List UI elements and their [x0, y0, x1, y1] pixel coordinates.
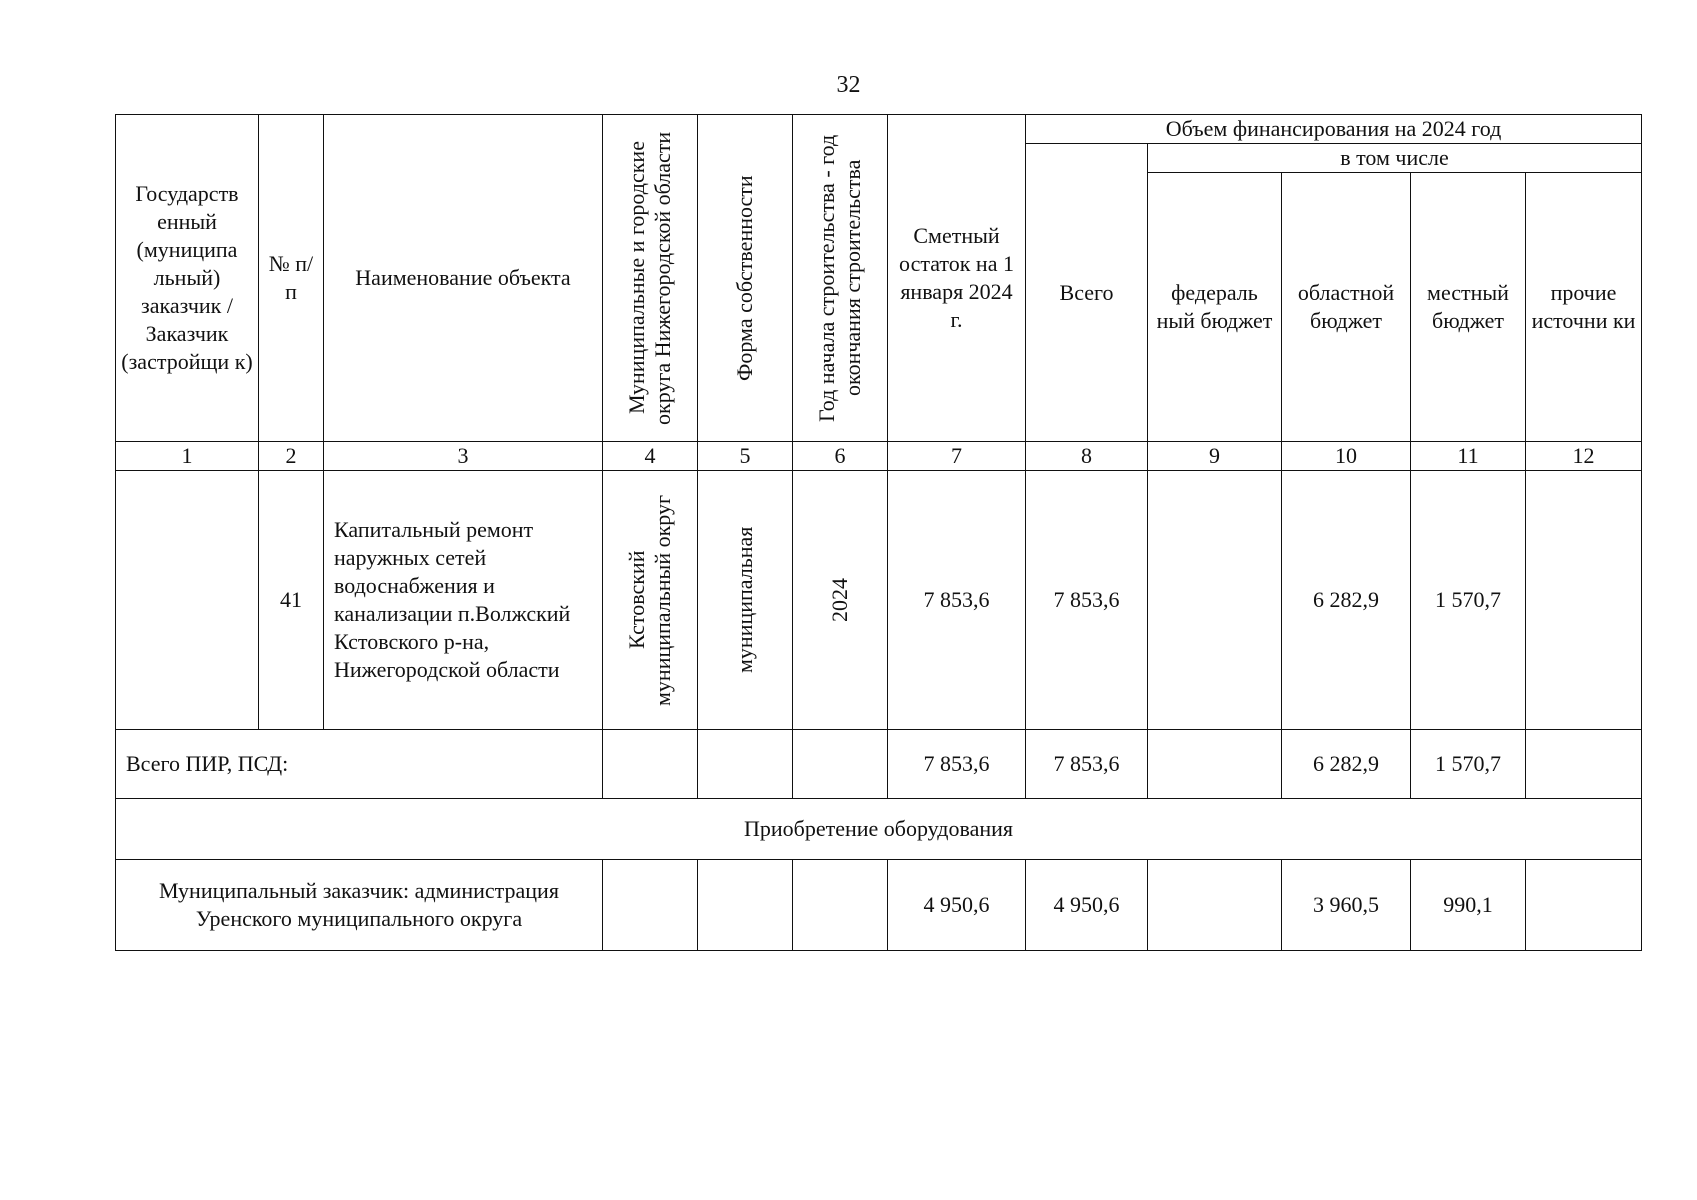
- column-number-row: [116, 442, 1642, 471]
- customer-estimate-balance: 4 950,6: [888, 860, 1026, 951]
- column-number: 9: [1148, 442, 1282, 471]
- table-row-section: [116, 799, 1642, 860]
- header-object-name: Наименование объекта: [324, 115, 603, 442]
- section-title: Приобретение оборудования: [116, 799, 1642, 860]
- column-number: 1: [116, 442, 259, 471]
- object-other: [1526, 471, 1642, 730]
- header-customer: Государств енный (муниципа льный) заказчик / Заказчик (застройщи к): [116, 115, 259, 442]
- header-federal: федераль ный бюджет: [1148, 173, 1282, 442]
- customer-federal: [1148, 860, 1282, 951]
- table-row-total: [116, 730, 1642, 799]
- column-number: 7: [888, 442, 1026, 471]
- header-ownership: Форма собственности: [732, 175, 757, 381]
- customer-other: [1526, 860, 1642, 951]
- object-ownership: муниципальная: [732, 526, 757, 674]
- object-regional: 6 282,9: [1282, 471, 1411, 730]
- total-other: [1526, 730, 1642, 799]
- funding-table: [115, 114, 1642, 951]
- total-label: Всего ПИР, ПСД:: [116, 730, 603, 799]
- header-local: местный бюджет: [1411, 173, 1526, 442]
- total-empty-cell: [603, 730, 698, 799]
- total-federal: [1148, 730, 1282, 799]
- page-number: 32: [836, 72, 861, 98]
- object-local: 1 570,7: [1411, 471, 1526, 730]
- header-municipalities: Муниципальные и городские округа Нижегородской области: [624, 131, 675, 425]
- total-empty-cell: [793, 730, 888, 799]
- header-years: Год начала строительства - год окончания строительства: [814, 134, 865, 422]
- customer-empty-cell: [793, 860, 888, 951]
- column-number: 6: [793, 442, 888, 471]
- total-regional: 6 282,9: [1282, 730, 1411, 799]
- header-regional: областной бюджет: [1282, 173, 1411, 442]
- object-name: Капитальный ремонт наружных сетей водоснабжения и канализации п.Волжский Кстовского р-на, Нижегородской области: [324, 471, 603, 730]
- header-funding-group: Объем финансирования на 2024 год: [1026, 115, 1642, 144]
- table-row-object: [116, 471, 1642, 730]
- object-ownership-cell: [698, 471, 793, 730]
- object-years-cell: [793, 471, 888, 730]
- column-number: 11: [1411, 442, 1526, 471]
- customer-regional: 3 960,5: [1282, 860, 1411, 951]
- header-ownership-cell: [698, 115, 793, 442]
- object-customer: [116, 471, 259, 730]
- customer-label: Муниципальный заказчик: администрация Уренского муниципального округа: [116, 860, 603, 951]
- object-federal: [1148, 471, 1282, 730]
- customer-total: 4 950,6: [1026, 860, 1148, 951]
- header-total: Всего: [1026, 144, 1148, 442]
- total-local: 1 570,7: [1411, 730, 1526, 799]
- header-municipalities-cell: [603, 115, 698, 442]
- column-number: 3: [324, 442, 603, 471]
- header-number: № п/п: [259, 115, 324, 442]
- header-including: в том числе: [1148, 144, 1642, 173]
- column-number: 12: [1526, 442, 1642, 471]
- object-number: 41: [259, 471, 324, 730]
- object-total: 7 853,6: [1026, 471, 1148, 730]
- total-total: 7 853,6: [1026, 730, 1148, 799]
- header-row-top: [116, 115, 1642, 144]
- table-row-customer: [116, 860, 1642, 951]
- column-number: 2: [259, 442, 324, 471]
- object-years: 2024: [827, 578, 852, 622]
- customer-empty-cell: [603, 860, 698, 951]
- object-municipality: Кстовский муниципальный округ: [624, 494, 675, 706]
- column-number: 4: [603, 442, 698, 471]
- object-estimate-balance: 7 853,6: [888, 471, 1026, 730]
- customer-local: 990,1: [1411, 860, 1526, 951]
- header-other: прочие источни ки: [1526, 173, 1642, 442]
- column-number: 8: [1026, 442, 1148, 471]
- header-estimate-balance: Сметный остаток на 1 января 2024 г.: [888, 115, 1026, 442]
- total-estimate-balance: 7 853,6: [888, 730, 1026, 799]
- column-number: 10: [1282, 442, 1411, 471]
- total-empty-cell: [698, 730, 793, 799]
- header-years-cell: [793, 115, 888, 442]
- object-municipality-cell: [603, 471, 698, 730]
- column-number: 5: [698, 442, 793, 471]
- customer-empty-cell: [698, 860, 793, 951]
